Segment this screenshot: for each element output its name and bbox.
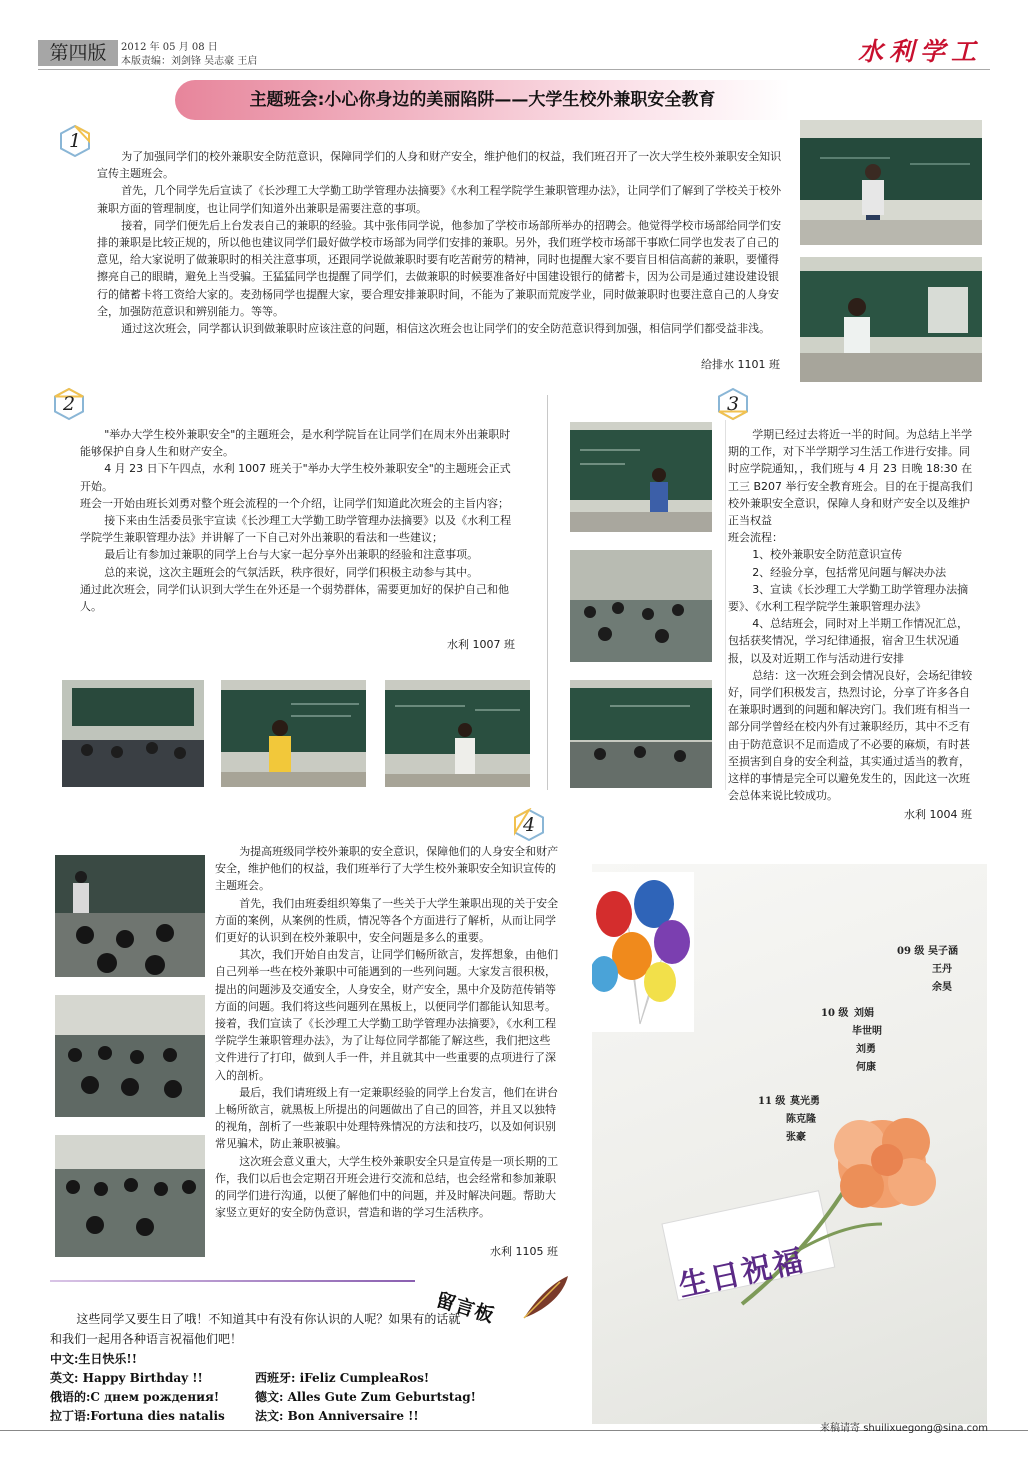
classroom-photo-icon (62, 680, 204, 787)
classroom-photo-icon (55, 1135, 205, 1257)
classroom-photo-icon (800, 120, 982, 245)
birthday-name: 何康 (856, 1062, 876, 1073)
title-banner (175, 80, 790, 120)
birthday-name: 刘勇 (856, 1044, 876, 1055)
section-3-signature: 水利 1004 班 (904, 808, 972, 821)
section-1-paragraph: 为了加强同学们的校外兼职安全防范意识，保障同学们的人身和财产安全，维护他们的权益，我们班召开了一次大学生校外兼职安全知识宣传主题班会。 (97, 150, 782, 181)
section-3-flow-item: 3、宣读《长沙理工大学勤工助学管理办法摘要》、《水利工程学院学生兼职管理办法》 (728, 582, 969, 614)
section-1-signature: 给排水 1101 班 (701, 358, 780, 371)
classroom-photo-icon (55, 855, 205, 977)
section-1-photo-top (800, 120, 982, 245)
submission-email: 来稿请寄 shuilixuegong@sina.com (820, 1423, 988, 1434)
message-board-intro: 这些同学又要生日了哦！不知道其中有没有你认识的人呢？如果有的话就和我们一起用各种语言祝福他们吧！ (50, 1312, 461, 1346)
section-1-photo-bottom (800, 257, 982, 382)
section-2-body (80, 426, 520, 615)
section-4-body (215, 843, 560, 1221)
section-4-paragraph: 最后，我们请班级上有一定兼职经验的同学上台发言，他们在讲台上畅所欲言，就黑板上所提出的问题做出了自己的回答，并且又以独特的视角，剖析了一些兼职中处理特殊情况的方法和技巧，以及如何识别常见骗术，防止兼职被骗。 (215, 1085, 559, 1151)
feather-quill-icon (520, 1272, 572, 1322)
section-2-photo-1 (62, 680, 204, 787)
section-4-signature: 水利 1105 班 (490, 1245, 558, 1258)
greeting-german: 德文: Alles Gute Zum Geburtstag! (255, 1390, 476, 1404)
section-3-flow-item: 4、总结班会，同时对上半期工作情况汇总，包括获奖情况，学习纪律通报，宿舍卫生状况通报，以及对近期工作与活动进行安排 (728, 617, 969, 665)
classroom-photo-icon (221, 680, 366, 787)
section-2-signature: 水利 1007 班 (447, 638, 515, 651)
page-title: 主题班会:小心你身边的美丽陷阱——大学生校外兼职安全教育 (249, 90, 716, 110)
edition-label: 第四版 (38, 40, 118, 66)
birthday-title: 生日祝福 (675, 1243, 809, 1305)
column-divider (547, 395, 548, 790)
grade-09-label: 09 级 (897, 946, 925, 957)
page-editors: 本版责编：刘剑锋 吴志豪 王启 (121, 56, 258, 67)
section-3-badge (716, 387, 750, 421)
classroom-photo-icon (55, 995, 205, 1117)
section-4-photo-1 (55, 855, 205, 977)
section-2-photo-3 (385, 680, 530, 787)
section-4-number: 4 (522, 814, 536, 836)
section-1-paragraph: 首先，几个同学先后宣读了《长沙理工大学勤工助学管理办法摘要》《水利工程学院学生兼职管理办法》，让同学们了解到了学校关于校外兼职方面的管理制度，也让同学们知道外出兼职是需要注意的事项。 (97, 184, 782, 215)
section-2-paragraph: 最后让有参加过兼职的同学上台与大家一起分享外出兼职的经验和注意事项。 (104, 548, 479, 562)
section-3-number: 3 (726, 393, 740, 415)
birthday-name: 吴子涵 (928, 946, 958, 957)
section-1-number: 1 (68, 130, 82, 152)
message-board-title: 留言板 (433, 1288, 498, 1328)
greeting-russian: 俄语的:С днем рождения! (50, 1390, 220, 1404)
section-4-paragraph: 首先，我们由班委组织筹集了一些关于大学生兼职出现的关于安全方面的案例，从案例的性质，情况等各个方面进行了解析，从而让同学们更好的认识到在校外兼职中，安全问题是多么的重要。 (215, 896, 559, 945)
section-2-badge (52, 387, 86, 421)
section-4-badge (512, 808, 546, 842)
grade-10-label: 10 级 (821, 1008, 849, 1019)
message-board-rule (50, 1280, 415, 1282)
section-3-flow-item: 1、校外兼职安全防范意识宣传 (752, 548, 903, 562)
section-2-number: 2 (62, 393, 76, 415)
classroom-photo-icon (570, 550, 712, 662)
column-divider (725, 420, 726, 790)
birthday-name: 莫光勇 (790, 1096, 820, 1107)
birthday-name: 刘娟 (854, 1008, 874, 1019)
birthday-name: 陈克隆 (786, 1114, 816, 1125)
classroom-photo-icon (570, 680, 712, 788)
section-4-paragraph: 为提高班级同学校外兼职的安全意识，保障他们的人身安全和财产安全，维护他们的权益，我们班举行了大学生校外兼职安全知识宣传的主题班会。 (215, 845, 559, 893)
section-3-flow-item: 2、经验分享，包括常见问题与解决办法 (752, 565, 947, 579)
birthday-name: 王丹 (932, 964, 952, 975)
section-2-paragraph: 4 月 23 日下午四点，水利 1007 班关于"举办大学生校外兼职安全"的主题班会正式开始。 (80, 462, 511, 493)
section-1-paragraph: 通过这次班会，同学都认识到做兼职时应该注意的问题，相信这次班会也让同学们的安全防范意识得到加强，相信同学们都受益非浅。 (121, 322, 771, 336)
section-1-badge (58, 124, 92, 158)
section-4-paragraph: 这次班会意义重大，大学生校外兼职安全只是宣传是一项长期的工作，我们以后也会定期召开班会进行交流和总结，也会经常和参加兼职的同学们进行沟通，以便了解他们中的问题，并及时解决问题。帮助大家竖立更好的安全防伪意识，营造和谐的学习生活秩序。 (215, 1154, 559, 1220)
section-2-paragraph: 接下来由生活委员张宇宣读《长沙理工大学勤工助学管理办法摘要》以及《水利工程学院学生兼职管理办法》并讲解了一下自己对外出兼职的看法和一些建议； (80, 514, 512, 545)
birthday-panel (592, 864, 987, 1424)
greeting-latin: 拉丁语:Fortuna dies natalis (50, 1409, 225, 1423)
greeting-spanish: 西班牙: iFeliz CumpleaRos! (255, 1371, 430, 1385)
section-2-paragraph: "举办大学生校外兼职安全"的主题班会，是水利学院旨在让同学们在周末外出兼职时能够保护自身人生和财产安全。 (80, 428, 511, 459)
section-4-paragraph: 接着，我们宣读了《长沙理工大学勤工助学管理办法摘要》，《水利工程学院学生兼职管理办法》，为了让每位同学都能了解这些，我们把这些文件进行了打印，做到人手一件，并且就其中一些重要的点项进行了深入的剖析。 (215, 1017, 556, 1082)
section-3-photo-3 (570, 680, 712, 788)
grade-11-label: 11 级 (758, 1096, 786, 1107)
section-3-photo-2 (570, 550, 712, 662)
classroom-photo-icon (385, 680, 530, 787)
section-3-body (728, 426, 973, 804)
section-2-paragraph: 班会一开始由班长刘勇对整个班会流程的一个介绍，让同学们知道此次班会的主旨内容； (80, 496, 509, 510)
section-2-paragraph: 总的来说，这次主题班会的气氛活跃，秩序很好，同学们积极主动参与其中。 (104, 565, 479, 579)
greeting-chinese: 中文:生日快乐!! (50, 1352, 137, 1366)
section-4-photo-2 (55, 995, 205, 1117)
section-2-photo-2 (221, 680, 366, 787)
masthead-logo: 水利学工 (857, 37, 982, 66)
section-1-body (97, 148, 787, 337)
header-divider (38, 69, 990, 70)
section-2-paragraph: 通过此次班会，同学们认识到大学生在外还是一个弱势群体，需要更加好的保护自己和他人。 (80, 582, 509, 614)
section-3-photo-1 (570, 422, 712, 532)
section-4-paragraph: 其次，我们开始自由发言，让同学们畅所欲言，发挥想象，由他们自己列举一些在校外兼职中可能遇到的一些列问题。大家发言很积极，提出的问题涉及交通安全，人身安全，财产安全，黑中介及防范传销等方面的问题。我们将这些问题列在黑板上，以便同学们都能认知思考。 (215, 948, 559, 1013)
section-3-intro: 学期已经过去将近一半的时间。为总结上半学期的工作，对下半学期学习生活工作进行安排。同时应学院通知，，我们班与 4 月 23 日晚 18:30 在工三 B207 举行安全教育班会。目的在于提高我们校外兼职安全意识，保障人身和财产安全以及维护正当权益 (728, 428, 973, 528)
classroom-photo-icon (800, 257, 982, 382)
classroom-photo-icon (570, 422, 712, 532)
section-3-flow-label: 班会流程： (728, 531, 783, 545)
birthday-name: 余昊 (932, 982, 952, 993)
birthday-name: 张豪 (786, 1132, 806, 1143)
birthday-name: 毕世明 (852, 1026, 882, 1037)
section-4-photo-3 (55, 1135, 205, 1257)
issue-date: 2012 年 05 月 08 日 (121, 42, 218, 53)
section-3-summary: 总结：这一次班会到会情况良好，会场纪律较好，同学们积极发言，热烈讨论，分享了许多各自在兼职时遇到的问题和解决窍门。我们班有相当一部分同学曾经在校内外有过兼职经历，其中不乏有由于防范意识不足而造成了不必要的麻烦，有时甚至损害到自身的安全利益，其实通过适当的教育，这样的事情是完全可以避免发生的，因此这一次班会总体来说比较成功。 (728, 668, 973, 803)
section-1-paragraph: 接着，同学们便先后上台发表自己的兼职的经验。其中张伟同学说，他参加了学校市场部所举办的招聘会。他觉得学校市场部给同学们安排的兼职是比较正规的，所以他也建议同学们最好做学校市场部为同学们安排的兼职。另外，我们班学校市场部干事欧仁同学也发表了自己的意见，给大家说明了做兼职时的相关注意事项，还跟同学说做兼职时要有吃苦耐劳的精神，同时也提醒大家不要盲目相信高薪的兼职，要懂得擦亮自己的眼睛，避免上当受骗。王猛猛同学也提醒了同学们，去做兼职的时候要准备好中国建设银行的储蓄卡，因为公司是通过建设建设银行的储蓄卡将工资给大家的。麦劲杨同学也提醒大家，要合理安排兼职时间，不能为了兼职而荒废学业，同时做兼职时也要注意自己的人身安全，加强防范意识和辨别能力。等等。 (97, 218, 782, 318)
greeting-english: 英文: Happy Birthday !! (50, 1371, 203, 1385)
greeting-french: 法文: Bon Anniversaire !! (255, 1409, 419, 1423)
